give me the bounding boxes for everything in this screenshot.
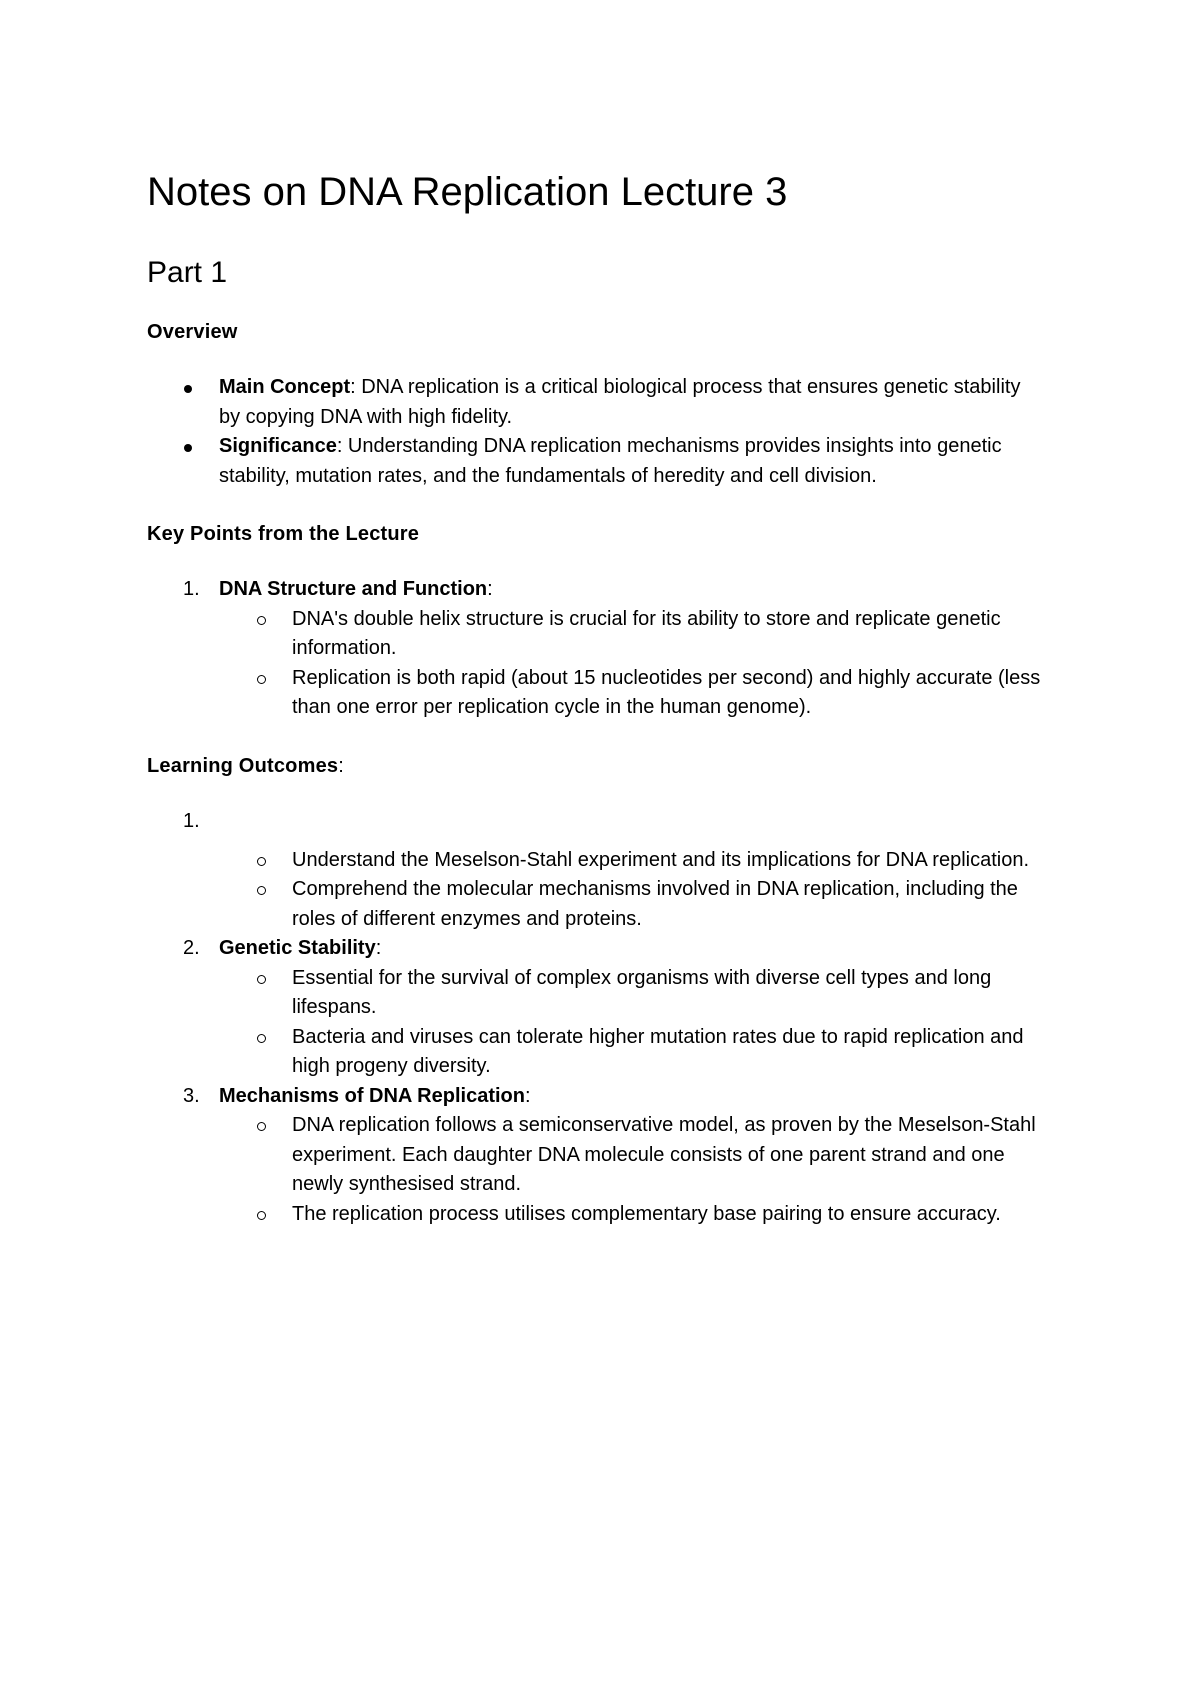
learning-outcomes-section: [147, 753, 1047, 1230]
overview-item-main-concept: [147, 373, 1047, 432]
learning-outcomes-heading-colon: :: [338, 754, 344, 777]
document-title: Notes on DNA Replication Lecture 3: [147, 170, 788, 214]
list-number: 2.: [183, 937, 200, 959]
learning-outcome-item: [147, 1082, 1047, 1230]
list-number: 1.: [183, 578, 200, 600]
document-page: [147, 170, 1047, 1259]
list-item: [147, 846, 1047, 876]
sub-item-text: The replication process utilises complementary base pairing to ensure accuracy.: [292, 1202, 1001, 1225]
key-point-colon: :: [487, 578, 493, 600]
key-point-label: DNA Structure and Function: [219, 578, 488, 600]
learning-outcomes-heading-text: Learning Outcomes: [147, 754, 339, 777]
overview-item-text: : Understanding DNA replication mechanisms provides insights into genetic stability, mutation rates, and the fundamentals of heredity and cell division.: [219, 435, 1002, 487]
learning-outcome-sublist: [147, 1111, 1047, 1229]
list-item: [147, 964, 1047, 1023]
circle-bullet-icon: [257, 886, 266, 895]
learning-outcomes-heading: [147, 753, 1047, 779]
learning-outcome-label: Mechanisms of DNA Replication: [219, 1084, 525, 1107]
overview-item-label: Significance: [219, 435, 337, 457]
list-number: 3.: [183, 1084, 200, 1107]
bullet-icon: [184, 385, 192, 393]
sub-item-text: Comprehend the molecular mechanisms involved in DNA replication, including the roles of different enzymes and proteins.: [292, 878, 1018, 930]
sub-item-text: Understand the Meselson-Stahl experiment and its implications for DNA replication.: [292, 848, 1030, 871]
learning-outcome-item: [147, 807, 1047, 935]
circle-bullet-icon: [257, 975, 266, 984]
overview-item-label: Main Concept: [219, 376, 351, 398]
key-points-section: [147, 521, 1047, 723]
learning-outcome-label: Genetic Stability: [219, 937, 376, 959]
learning-outcome-sublist: [147, 846, 1047, 935]
key-point-sublist: [147, 605, 1047, 723]
learning-outcome-colon: :: [375, 937, 382, 959]
sub-item-text: Bacteria and viruses can tolerate higher mutation rates due to rapid replication and high progeny diversity.: [292, 1025, 1024, 1077]
circle-bullet-icon: [257, 1034, 266, 1043]
key-points-heading: Key Points from the Lecture: [147, 523, 420, 545]
learning-outcomes-list: [147, 807, 1047, 1230]
bullet-icon: [184, 444, 192, 452]
circle-bullet-icon: [257, 675, 266, 684]
circle-bullet-icon: [257, 616, 266, 625]
learning-outcome-colon: :: [524, 1084, 531, 1107]
overview-heading: Overview: [147, 321, 238, 343]
circle-bullet-icon: [257, 1122, 266, 1131]
learning-outcome-item: [147, 934, 1047, 1082]
sub-item-text: Essential for the survival of complex organisms with diverse cell types and long lifespans.: [292, 966, 992, 1018]
sub-item-text: DNA replication follows a semiconservative model, as proven by the Meselson-Stahl experiment. Each daughter DNA molecule consists of one parent strand and one newly synthesised strand.: [292, 1114, 1036, 1195]
document-subtitle: Part 1: [147, 256, 228, 289]
list-item: [147, 1200, 1047, 1230]
sub-item-text: Replication is both rapid (about 15 nucleotides per second) and highly accurate (less than one error per replication cycle in the human genome).: [292, 666, 1041, 718]
list-item: [147, 875, 1047, 934]
key-points-list: [147, 575, 1047, 723]
list-item: [147, 605, 1047, 664]
learning-outcome-sublist: [147, 964, 1047, 1082]
overview-item-significance: [147, 432, 1047, 491]
key-point-item: [147, 575, 1047, 723]
overview-item-text: : DNA replication is a critical biological process that ensures genetic stability by copying DNA with high fidelity.: [219, 376, 1021, 428]
list-item: [147, 664, 1047, 723]
circle-bullet-icon: [257, 857, 266, 866]
list-number: 1.: [183, 809, 200, 832]
overview-list: [147, 373, 1047, 491]
sub-item-text: DNA's double helix structure is crucial for its ability to store and replicate genetic information.: [292, 607, 1001, 659]
overview-section: [147, 319, 1047, 491]
circle-bullet-icon: [257, 1211, 266, 1220]
list-item: [147, 1111, 1047, 1200]
list-item: [147, 1023, 1047, 1082]
